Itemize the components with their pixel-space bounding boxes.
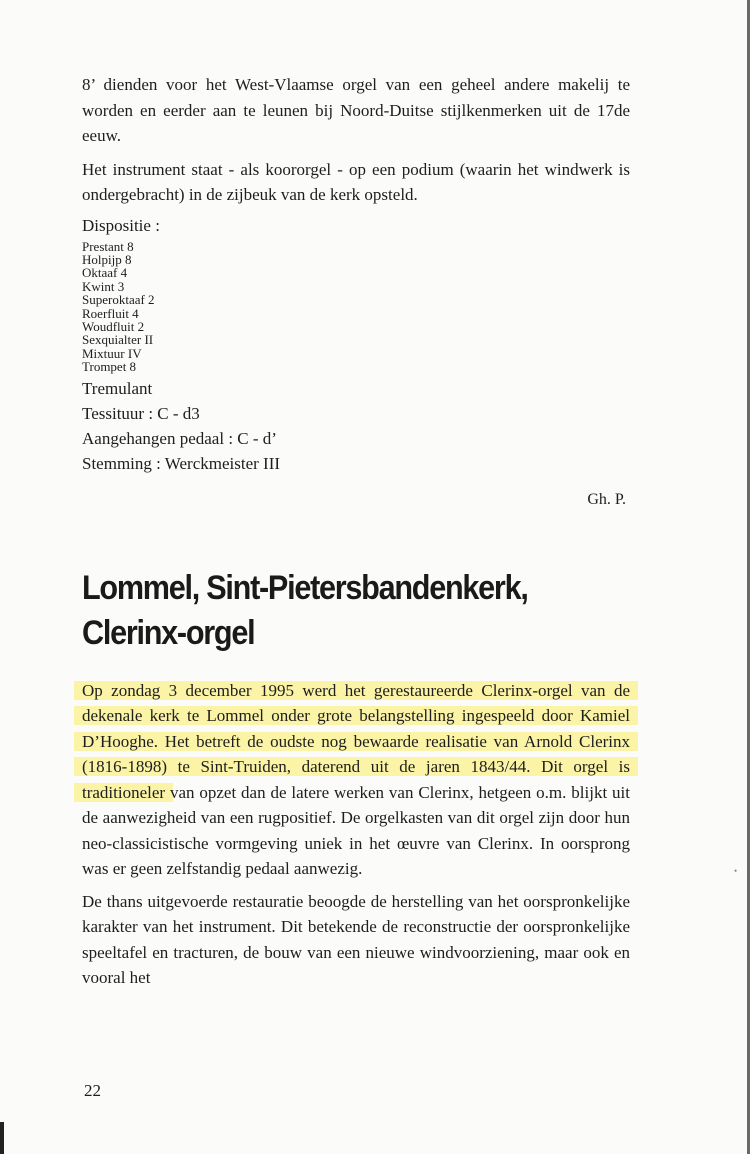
pedaal: Aangehangen pedaal : C - d’: [82, 428, 277, 448]
stop-item: Woudfluit 2: [82, 318, 145, 334]
page-number: 22: [84, 1081, 101, 1100]
article-title-line-1: Lommel, Sint-Pietersbandenkerk,: [82, 568, 528, 607]
paragraph-continuation: van opzet dan de latere werken van Clerinx, hetgeen o.m. blijkt uit de aanwezigheid van een rugpositief. De orgelkasten van dit orgel zijn door hun neo-classicistische vormgeving uniek in het œuvre van Clerinx. In oorsprong was er geen zelfstandig pedaal aanwezig.: [82, 782, 630, 879]
stop-item: Mixtuur IV: [82, 345, 142, 361]
author-signature: Gh. P.: [587, 490, 626, 508]
tessituur: Tessituur : C - d3: [82, 403, 200, 423]
article-body: [82, 678, 630, 991]
stop-item: Superoktaaf 2: [82, 292, 155, 308]
tremulant: Tremulant: [82, 378, 153, 398]
stemming: Stemming : Werckmeister III: [82, 453, 281, 473]
stop-item: Prestant 8: [82, 238, 134, 254]
disposition-title: Dispositie :: [82, 215, 160, 235]
stop-item: Trompet 8: [82, 359, 137, 375]
intro-section: [82, 72, 630, 208]
intro-paragraph-2: Het instrument staat - als koororgel - op een podium (waarin het windwerk is ondergebracht) in de zijbeuk van de kerk opsteld.: [82, 159, 630, 204]
stop-item: Sexquialter II: [82, 332, 154, 348]
organ-facts: [82, 376, 630, 476]
highlighted-passage: Op zondag 3 december 1995 werd het gerestaureerde Clerinx-orgel van de dekenale kerk te Lommel onder grote belangstelling ingespeeld door Kamiel D’Hooghe. Het betreft de oudste nog bewaarde realisatie van Arnold Clerinx (1816-1898) te Sint-Truiden, daterend uit de jaren 1843/44. Dit orgel is traditioneler: [82, 680, 630, 802]
document-page: [82, 72, 630, 991]
article-title-line-2: Clerinx-orgel: [82, 613, 255, 652]
stop-item: Kwint 3: [82, 278, 125, 294]
intro-paragraph-1: 8’ dienden voor het West-Vlaamse orgel van een geheel andere makelij te worden en eerder aan te leunen bij Noord-Duitse stijlkenmerken uit de 17de eeuw.: [82, 75, 630, 145]
scan-speck: •: [734, 866, 738, 876]
article-title: [82, 566, 640, 656]
stop-list: [82, 240, 630, 374]
stop-item: Oktaaf 4: [82, 265, 128, 281]
stop-item: Holpijp 8: [82, 251, 132, 267]
scan-left-edge-mark: [0, 1122, 4, 1154]
article-paragraph-1: [82, 678, 630, 882]
stop-item: Roerfluit 4: [82, 305, 139, 321]
article-paragraph-2: De thans uitgevoerde restauratie beoogde de herstelling van het oorspronkelijke karakter van het instrument. Dit betekende de reconstructie der oorspronkelijke speeltafel en tracturen, de bouw van een nieuwe windvoorziening, maar ook en vooral het: [82, 891, 630, 988]
